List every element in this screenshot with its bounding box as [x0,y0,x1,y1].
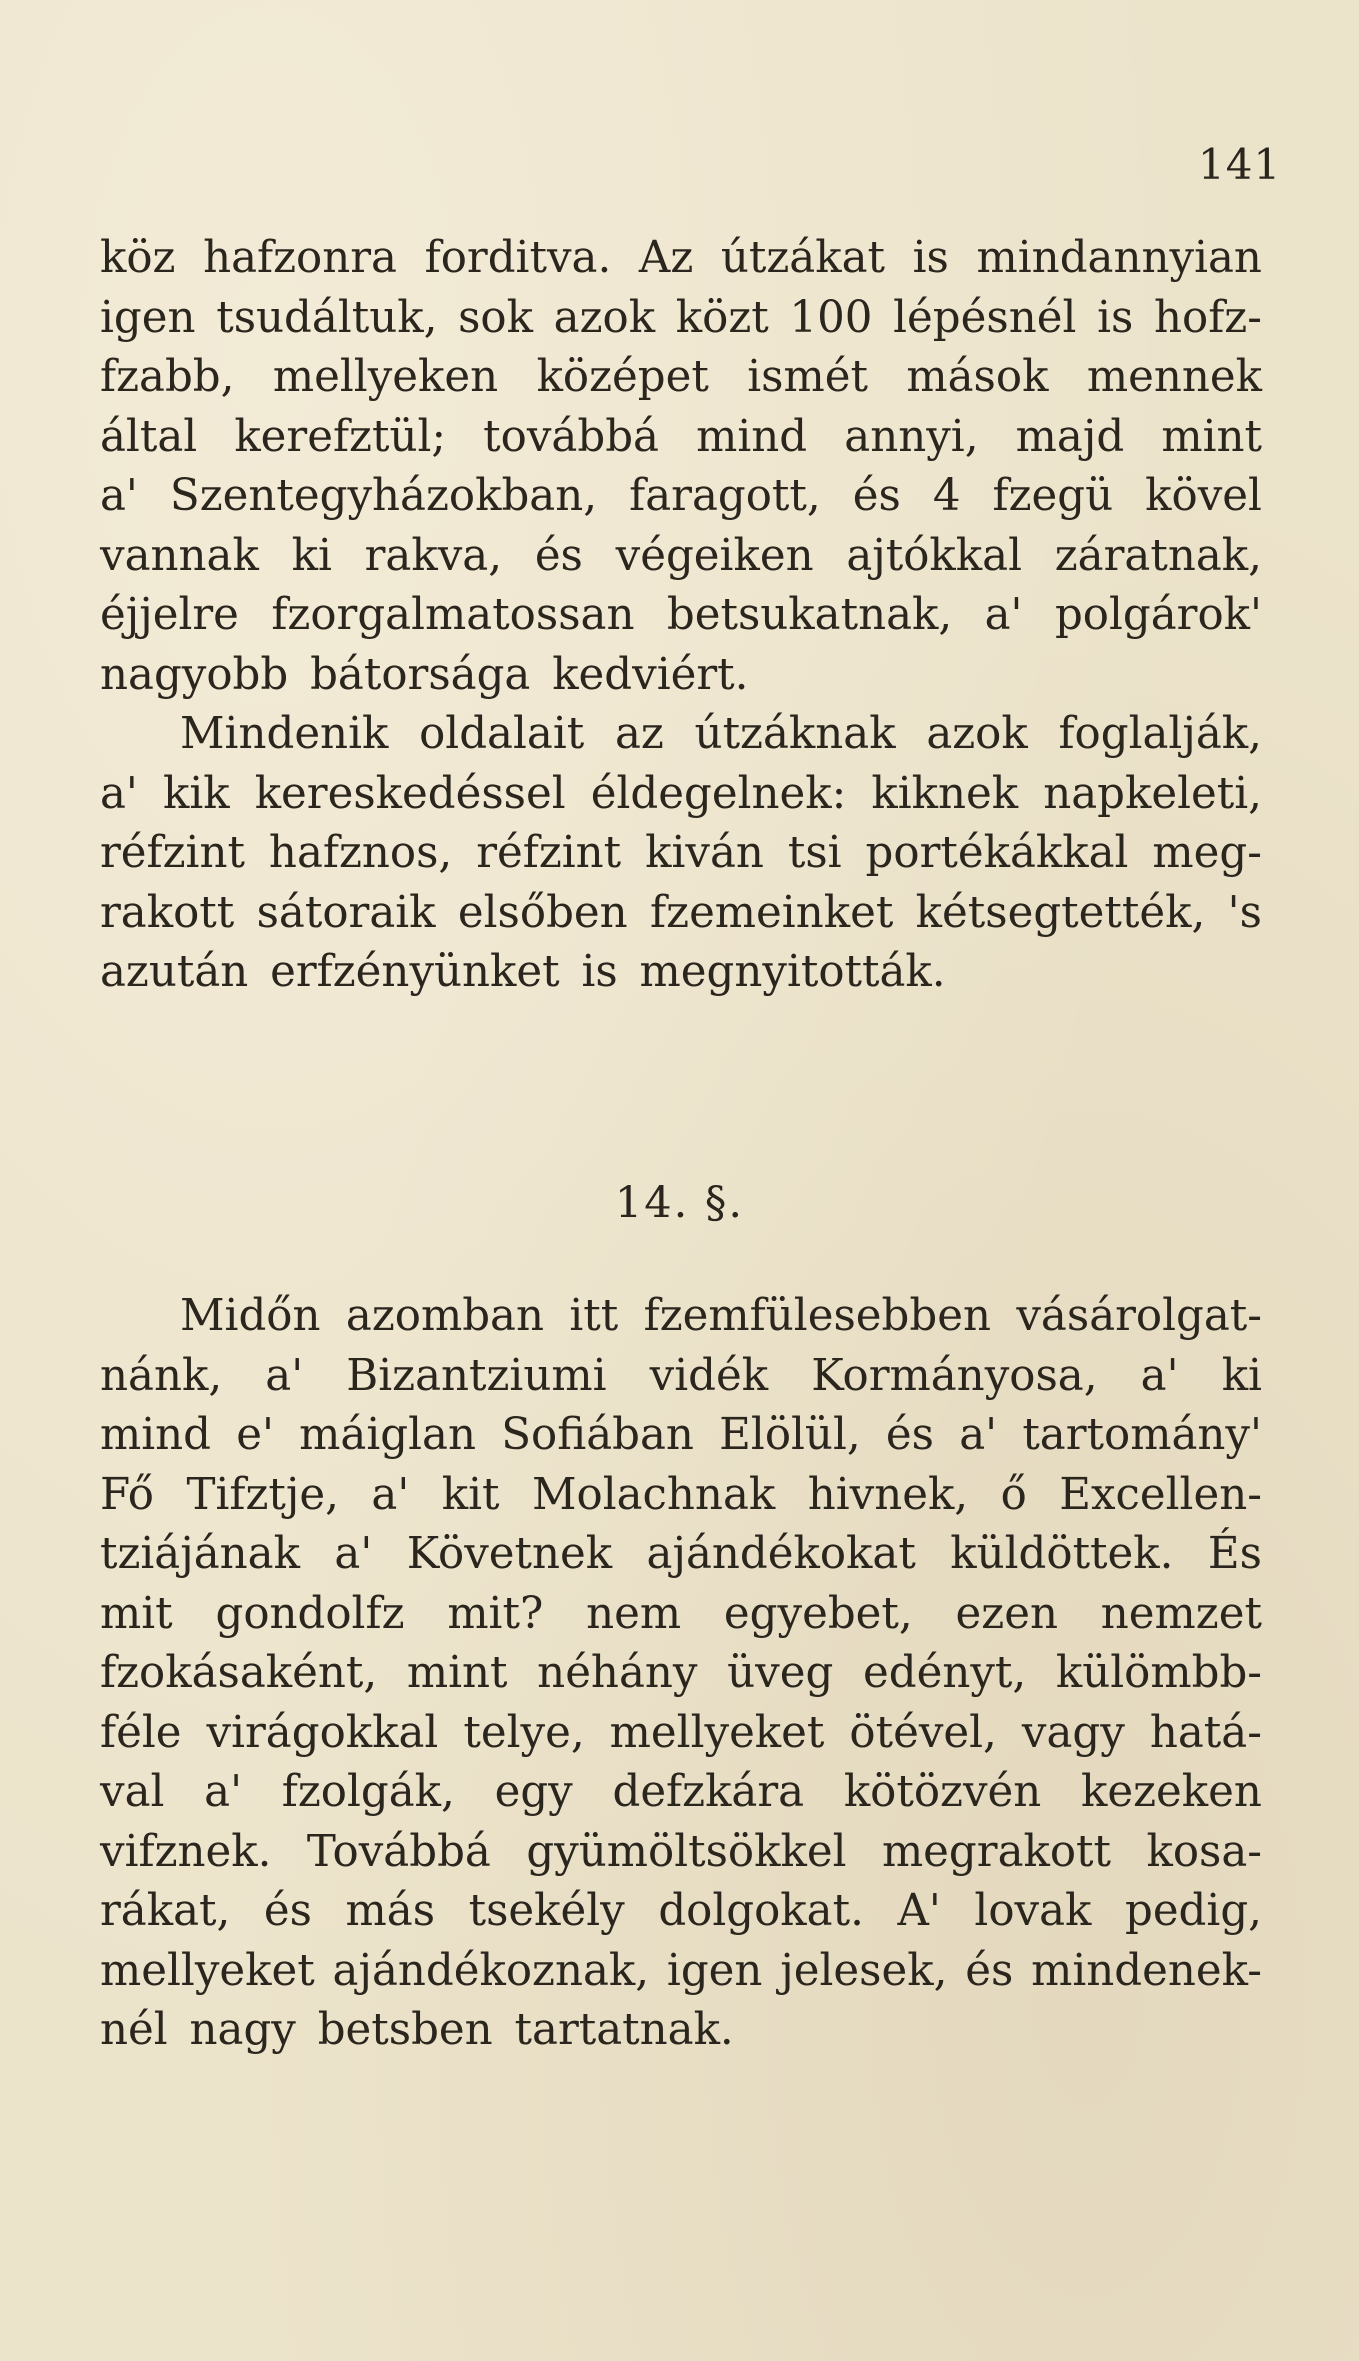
word: néhány [537,1648,698,1698]
word: Mindenik [180,709,389,759]
word: nemzet [1100,1588,1262,1639]
text-line [100,1406,1262,1466]
word: vagy [1021,1707,1125,1758]
word: vifznek. [100,1826,272,1877]
word: fzorgalmatossan [271,590,635,640]
word: Szentegyházokban, [169,471,598,521]
word: igen [100,292,196,343]
text-line [100,586,1262,646]
word: a' [1140,1350,1179,1401]
word: kétsegtették, [915,887,1206,938]
text-line [100,1942,1262,2002]
word: mint [406,1648,508,1698]
word: éjjelre [100,590,239,640]
text-line [100,1763,1262,1823]
word: annyi, [844,411,979,462]
text-line [100,229,1262,289]
text-line: azután erfzényünket is megnyitották. [100,947,946,997]
word: Bizantziumi [346,1350,607,1401]
word: tsekély [468,1886,625,1936]
text-line: nél nagy betsben tartatnak. [100,2005,734,2055]
word: vásárolgat- [1016,1291,1262,1341]
word: majd [1015,411,1125,462]
word: mindannyian [976,233,1262,283]
word: ezen [955,1588,1058,1639]
word: betsukatnak, [666,590,953,640]
word: útzáknak [694,709,896,759]
word: egyebet, [723,1588,913,1639]
word: oldalait [419,709,585,759]
word: ő [1000,1469,1027,1520]
word: a' [100,471,138,521]
section-heading: 14. §. [614,1178,745,1228]
word: tziájának [100,1529,300,1579]
word: mennek [1086,352,1262,402]
word: nánk, [100,1350,223,1401]
word: mint [1161,411,1262,462]
word: fzemeinket [650,887,894,938]
word: által [100,411,198,462]
word: kereskedéssel [254,768,566,819]
word: tsudáltuk, [216,292,438,343]
word: mit [100,1588,173,1639]
text-line [100,1704,1262,1764]
word: Midőn [180,1291,321,1341]
word: hafznos, [268,828,453,878]
word: záratnak, [1054,530,1262,581]
word: ötével, [849,1707,997,1758]
word: ki [1221,1350,1262,1401]
word: kik [162,768,230,819]
word: lovak [974,1886,1092,1936]
word: is [912,233,949,283]
word: és [885,1410,934,1460]
word: középet [536,352,709,402]
word: fzokásaként, [100,1648,378,1698]
text-line [100,1882,1262,1942]
word: 4 [932,471,961,521]
word: máiglan [299,1410,476,1460]
word: És [1207,1529,1262,1579]
word: kosa- [1146,1826,1262,1877]
word: sátoraik [256,887,436,938]
text-line [100,1644,1262,1704]
word: hivnek, [807,1469,969,1520]
text-line [100,348,1262,408]
word: a' [204,1767,243,1817]
word: kiknek [871,768,1019,819]
word: kit [441,1469,500,1520]
word: Elölül, [719,1410,861,1460]
word: foglalják, [1058,709,1262,759]
text-line: nagyobb bátorsága kedviért. [100,649,749,700]
word: gyümöltsökkel [526,1826,847,1877]
word: Tifztje, [186,1469,339,1520]
word: egy [494,1767,573,1817]
word: Molachnak [531,1469,776,1520]
word: tartomány' [1022,1410,1262,1460]
word: külömbb- [1055,1648,1262,1698]
text-line [100,467,1262,527]
word: val [100,1767,165,1817]
word: rakva, [364,530,503,581]
word: más [345,1886,436,1936]
word: 100 [789,292,873,343]
word: A' [897,1886,941,1936]
word: lépésnél [893,292,1077,343]
word: Excellen- [1059,1469,1262,1520]
text-line [100,1287,1262,1347]
word: gondolfz [215,1588,405,1639]
word: mások [906,352,1049,402]
word: fzegü [992,471,1114,521]
word: e' [236,1410,274,1460]
word: Fő [100,1469,154,1520]
text-line [100,527,1262,587]
word: tsi [787,828,842,878]
word: mindenek- [1031,1945,1262,1996]
word: hafzonra [203,233,397,283]
word: telye, [463,1707,585,1758]
word: pedig, [1124,1886,1262,1936]
word: mind [696,411,808,462]
word: és [852,471,901,521]
word: útzákat [720,233,886,283]
word: réfzint [476,828,622,878]
word: éldegelnek: [590,768,847,819]
text-line [100,1466,1262,1526]
word: a' [265,1350,304,1401]
word: a' [959,1410,998,1460]
word: a' [100,768,138,819]
word: mind [100,1410,212,1460]
word: közt [675,292,769,343]
word: dolgokat. [658,1886,864,1936]
text-line [100,1525,1262,1585]
word: defzkára [612,1767,805,1817]
word: faragott, [629,471,821,521]
word: Továbbá [306,1826,491,1877]
word: fzabb, [100,352,235,402]
word: fzemfülesebben [643,1291,991,1341]
word: réfzint [100,828,245,878]
word: portékákkal [865,828,1129,878]
word: nem [586,1588,682,1639]
word: megrakott [881,1826,1112,1877]
word: polgárok' [1054,590,1262,640]
word: a' [334,1529,373,1579]
word: igen [666,1945,763,1996]
word: féle [100,1707,182,1758]
word: kezeken [1081,1767,1262,1817]
word: mellyeket [609,1707,825,1758]
body-text-bottom [100,1287,1262,2061]
word: fzolgák, [281,1767,455,1817]
word: hatá- [1149,1707,1262,1758]
word: azok [553,292,656,343]
word: ajtókkal [846,530,1023,581]
word: elsőben [457,887,628,938]
word: mellyeket [100,1945,315,1996]
word: ki [291,530,332,581]
word: virágokkal [206,1707,439,1758]
word: jelesek, [780,1945,948,1996]
word: üveg [727,1648,834,1698]
word: kiván [645,828,764,878]
word: napkeleti, [1043,768,1262,819]
word: kövel [1145,471,1262,521]
word: ismét [747,352,868,402]
word: azomban [345,1291,544,1341]
word: is [1097,292,1134,343]
text-line [100,765,1262,825]
word: kötözvén [843,1767,1042,1817]
word: és [263,1886,312,1936]
word: sok [458,292,533,343]
word: mellyeken [272,352,499,402]
word: Követnek [406,1529,613,1579]
word: 's [1227,887,1262,938]
word: Kormányosa, [811,1350,1098,1401]
page-number: 141 [1198,140,1282,189]
word: Sofiában [501,1410,694,1460]
word: mit? [447,1588,544,1639]
word: edényt, [862,1648,1027,1698]
word: hofz- [1154,292,1262,343]
word: továbbá [483,411,659,462]
word: rákat, [100,1886,231,1936]
word: rakott [100,887,235,938]
word: Az [638,233,694,283]
text-line [100,705,1262,765]
word: azok [926,709,1028,759]
text-line [100,884,1262,944]
word: vannak [100,530,259,581]
word: a' [371,1469,410,1520]
text-line [100,1823,1262,1883]
word: meg- [1152,828,1262,878]
word: és [965,1945,1014,1996]
word: végeiken [615,530,814,581]
word: és [534,530,583,581]
word: itt [569,1291,619,1341]
word: vidék [649,1350,769,1401]
text-line [100,408,1262,468]
word: a' [984,590,1023,640]
word: ajándékokat [646,1529,916,1579]
word: kerefztül; [234,411,447,462]
word: ajándékoznak, [332,1945,650,1996]
text-line [100,1347,1262,1407]
body-text-top [100,229,1262,1003]
text-line [100,824,1262,884]
word: küldöttek. [950,1529,1174,1579]
word: az [614,709,664,759]
word: forditva. [424,233,612,283]
text-line [100,289,1262,349]
word: köz [100,233,176,283]
text-line [100,1585,1262,1645]
